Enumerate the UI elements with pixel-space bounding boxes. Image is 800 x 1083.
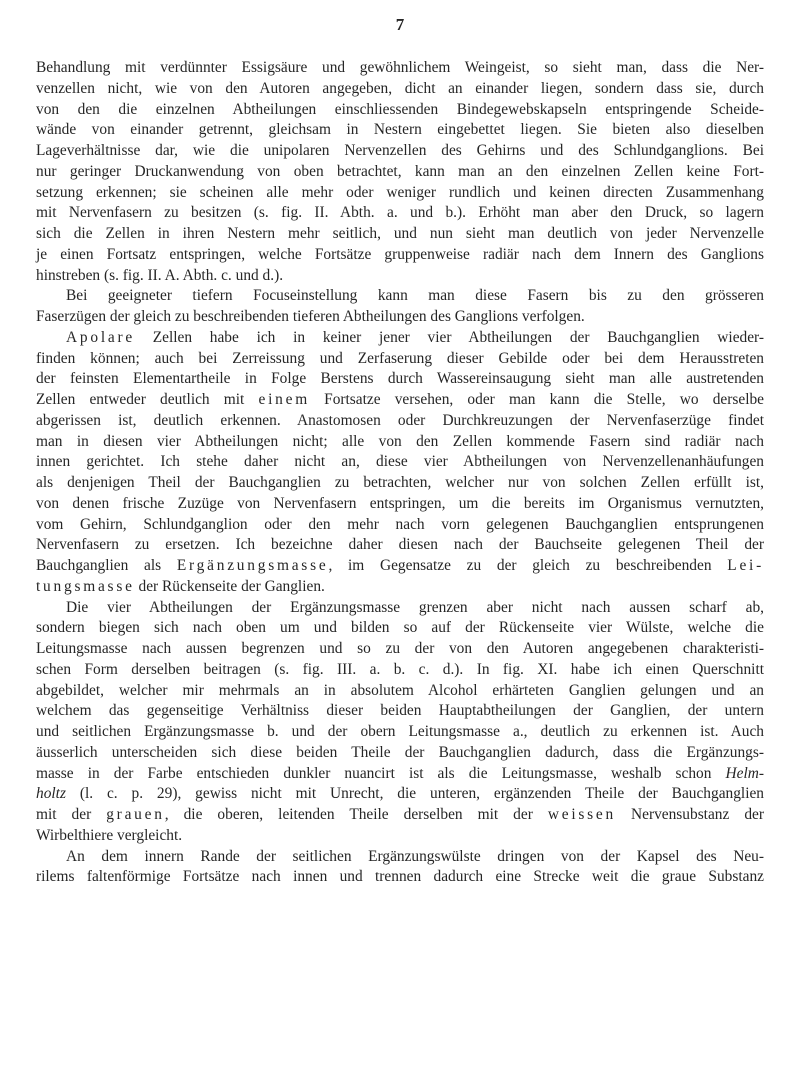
- text-line: [36, 411, 764, 432]
- spaced-emphasis: Apolare: [66, 328, 135, 346]
- text-run: Bauchganglien als: [36, 557, 177, 574]
- spaced-emphasis: einem: [258, 391, 310, 408]
- text-line: [36, 183, 764, 204]
- text-run: man in diesen vier Abtheilungen nicht; alle von den Zellen kommende Fasern sind radiär nach: [36, 432, 764, 450]
- text-line: [36, 639, 764, 660]
- spaced-emphasis: grauen: [106, 806, 165, 823]
- text-run: äusserlich unterscheiden sich diese beiden Theile der Bauchganglien dadurch, dass die Ergänzungs-: [36, 743, 764, 761]
- text-run: (l. c. p. 29), gewiss nicht mit Unrecht, die unteren, ergänzenden Theile der Bauchganglien: [65, 785, 764, 803]
- text-line: [36, 162, 764, 183]
- text-run: setzung erkennen; sie scheinen alle mehr oder weniger rundlich und keinen directen Zusammenhang: [36, 183, 764, 201]
- text-run: der Rückenseite der Ganglien.: [134, 577, 325, 595]
- text-run: sich die Zellen in ihren Nestern mehr seitlich, und nun sieht man deutlich von jeder Nervenzelle: [36, 225, 764, 242]
- text-line: [36, 390, 764, 411]
- text-line: [36, 722, 764, 743]
- text-line: [36, 701, 764, 722]
- italic-name: Helm-: [725, 764, 764, 782]
- text-line: [36, 805, 764, 826]
- text-line: [36, 349, 764, 370]
- text-run: Wirbelthiere vergleicht.: [36, 826, 183, 844]
- text-line: [36, 141, 764, 162]
- spaced-emphasis: tungsmasse: [36, 577, 135, 595]
- text-line: [36, 369, 764, 390]
- page-number: 7: [395, 15, 405, 34]
- text-run: Zellen habe ich in keiner jener vier Abtheilungen der Bauchganglien wieder-: [134, 328, 764, 346]
- text-run: wände von einander getrennt, gleichsam in Nestern eingebettet liegen. Sie bieten also dieselben: [36, 121, 764, 139]
- body-text: [36, 58, 764, 888]
- text-line: [36, 847, 764, 868]
- text-run: abgerissen ist, deutlich erkennen. Anastomosen oder Durchkreuzungen der Nervenfaserzüge findet: [36, 411, 764, 429]
- text-run: innen gerichtet. Ich stehe daher nicht an, diese vier Abtheilungen von Nervenzellenanhäufungen: [36, 453, 764, 471]
- text-run: Nervensubstanz der: [616, 806, 764, 823]
- text-run: An dem innern Rande der seitlichen Ergänzungswülste dringen von der Kapsel des Neu-: [66, 847, 764, 865]
- text-run: Bei geeigneter tiefern Focuseinstellung kann man diese Fasern bis zu den grösseren: [66, 287, 764, 305]
- text-line: [36, 120, 764, 141]
- text-run: schen Form derselben beitragen (s. fig. III. a. b. c. d.). In fig. XI. habe ich einen Querschnitt: [36, 660, 764, 678]
- spaced-emphasis: Lei-: [727, 557, 764, 574]
- text-run: finden können; auch bei Zerreissung und Zerfaserung dieser Gebilde oder bei dem Herausstreten: [36, 349, 764, 367]
- text-run: Lageverhältnisse dar, wie die unipolaren Nervenzellen des Gehirns und des Schlundganglions. Bei: [36, 142, 764, 159]
- text-run: von den die einzelnen Abtheilungen einschliessenden Bindegewebskapseln entspringende Scheide-: [36, 100, 764, 118]
- text-run: , die oberen, leitenden Theile derselben mit der: [164, 806, 548, 823]
- text-run: Zellen entweder deutlich mit: [36, 391, 259, 408]
- text-line: [36, 266, 764, 287]
- text-run: Die vier Abtheilungen der Ergänzungsmasse grenzen aber nicht nach aussen scharf ab,: [66, 598, 764, 616]
- text-line: [36, 328, 764, 349]
- text-run: masse in der Farbe entschieden dunkler nuancirt ist als die Leitungsmasse, weshalb schon: [36, 764, 726, 782]
- document-page: [36, 14, 764, 888]
- text-run: Nervenfasern zu ersetzen. Ich bezeichne daher diesen nach der Bauchseite gelegenen Theil der: [36, 536, 764, 554]
- text-run: rilems faltenförmige Fortsätze nach innen und trennen dadurch eine Strecke weit die graue Substanz: [36, 868, 764, 886]
- text-line: [36, 618, 764, 639]
- text-run: venzellen nicht, wie von den Autoren angegeben, dicht an einander liegen, sondern dass sie, durch: [36, 79, 764, 97]
- text-run: vom Gehirn, Schlundganglion oder den mehr nach vorn gelegenen Bauchganglien entsprungenen: [36, 515, 764, 533]
- text-line: [36, 598, 764, 619]
- text-line: [36, 245, 764, 266]
- text-line: [36, 660, 764, 681]
- text-run: abgebildet, welcher mir mehrmals an in absolutem Alcohol erhärteten Ganglien gelungen und an: [36, 681, 764, 699]
- text-line: [36, 452, 764, 473]
- text-run: und seitlichen Ergänzungsmasse b. und der obern Leitungsmasse a., deutlich zu erkennen ist. Auch: [36, 723, 764, 740]
- italic-name: holtz: [36, 785, 66, 803]
- text-line: [36, 79, 764, 100]
- text-line: [36, 58, 764, 79]
- text-run: je einen Fortsatz entspringen, welche Fortsätze gruppenweise radiär nach dem Innern des Ganglions: [36, 245, 764, 263]
- text-run: nur geringer Druckanwendung von oben betrachtet, kann man an den einzelnen Zellen keine Fort-: [36, 162, 764, 180]
- spaced-emphasis: weissen: [547, 806, 616, 823]
- spaced-emphasis: Ergänzungsmasse: [176, 557, 329, 574]
- text-run: als denjenigen Theil der Bauchganglien zu betrachten, welcher nur von solchen Zellen erfüllt ist,: [36, 474, 764, 491]
- text-line: [36, 764, 764, 785]
- text-line: [36, 307, 764, 328]
- text-run: von denen frische Zuzüge von Nervenfasern entspringen, um die bereits im Organismus vernutzten,: [36, 494, 764, 512]
- text-line: [36, 473, 764, 494]
- text-line: [36, 286, 764, 307]
- text-line: [36, 224, 764, 245]
- text-line: [36, 494, 764, 515]
- text-line: [36, 432, 764, 453]
- text-run: der feinsten Elementartheile in Folge Berstens durch Wassereinsaugung sieht man alle austretenden: [36, 370, 764, 388]
- text-line: [36, 100, 764, 121]
- text-line: [36, 203, 764, 224]
- text-line: [36, 515, 764, 536]
- text-run: , im Gegensatze zu der gleich zu beschreibenden: [328, 557, 728, 574]
- text-run: mit der: [36, 806, 107, 823]
- text-line: [36, 556, 764, 577]
- text-line: [36, 681, 764, 702]
- text-run: hinstreben (s. fig. II. A. Abth. c. und d.).: [36, 266, 284, 284]
- text-run: Behandlung mit verdünnter Essigsäure und gewöhnlichem Weingeist, so sieht man, dass die Ner-: [36, 59, 764, 76]
- text-line: [36, 577, 764, 598]
- text-line: [36, 867, 764, 888]
- text-run: Faserzügen der gleich zu beschreibenden tieferen Abtheilungen des Ganglions verfolgen.: [36, 308, 585, 325]
- text-run: Leitungsmasse nach aussen begrenzen und so zu der von den Autoren angegebenen charakteristi-: [36, 640, 764, 657]
- text-line: [36, 784, 764, 805]
- text-run: Fortsatze versehen, oder man kann die Stelle, wo derselbe: [309, 391, 764, 408]
- text-line: [36, 826, 764, 847]
- text-run: welchem das gegenseitige Verhältniss dieser beiden Hauptabtheilungen der Ganglien, der untern: [36, 702, 764, 720]
- text-line: [36, 743, 764, 764]
- text-run: mit Nervenfasern zu besitzen (s. fig. II. Abth. a. und b.). Erhöht man aber den Druck, so lagern: [36, 204, 764, 222]
- text-line: [36, 535, 764, 556]
- text-run: sondern biegen sich nach oben um und bilden so auf der Rückenseite vier Wülste, welche die: [36, 619, 764, 637]
